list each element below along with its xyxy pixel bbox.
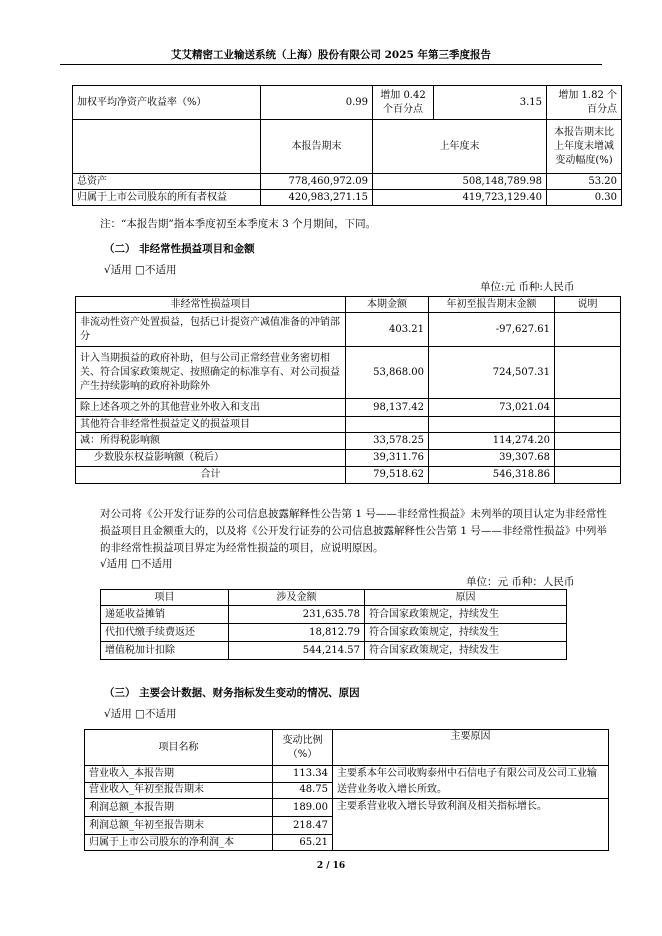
table-row: 除上述各项之外的其他营业外收入和支出 98,137.42 73,021.04 — [76, 399, 621, 417]
section2-unit2: 单位：元 币种：人民币 — [466, 576, 575, 588]
header-divider — [60, 64, 602, 65]
table-row: 利润总额_本报告期 189.00 主要系营业收入增长导致利润及相关指标增长。 — [85, 799, 609, 817]
section2-unit: 单位:元 币种:人民币 — [480, 281, 575, 293]
roe-change2: 增加 1.82 个百分点 — [547, 86, 622, 120]
table-row: 非流动性资产处置损益，包括已计提资产减值准备的冲销部分 403.21 -97,627.61 — [76, 313, 621, 347]
table-row: 营业收入_年初至报告期末 48.75 — [85, 782, 609, 799]
table-row: 代扣代缴手续费返还 18,812.79 符合国家政策规定，持续发生 — [101, 624, 567, 642]
roe-current: 0.99 — [261, 86, 373, 120]
table-row: 归属于上市公司股东的净利润_本 65.21 — [85, 835, 609, 851]
non-recurring-items-table — [75, 296, 621, 484]
col-change-header: 本报告期末比上年度末增减变动幅度(%) — [547, 120, 622, 174]
table-row: 递延收益摊销 231,635.78 符合国家政策规定，持续发生 — [101, 606, 567, 624]
table-row: 营业收入_本报告期 113.34 主要系本年公司收购泰州中石信电子有限公司及公司工业输送营业务收入增长所致。 — [85, 766, 609, 783]
table-header-row: 非经常性损益项目 本期金额 年初至报告期末金额 说明 — [76, 297, 621, 313]
roe-ytd: 3.15 — [434, 86, 547, 120]
table-row: 合计 79,518.62 546,318.86 — [76, 467, 621, 484]
section2-title: （二） 非经常性损益项目和金额 — [104, 243, 255, 255]
section3-applicable: √适用 □不适用 — [104, 708, 177, 720]
table-row: 减：所得税影响额 33,578.25 114,274.20 — [76, 433, 621, 450]
section2-applicable: √适用 □不适用 — [104, 264, 177, 276]
col-current-header: 本报告期末 — [261, 120, 373, 174]
financial-indicators-table — [72, 85, 622, 206]
non-recurring-explanation-table — [100, 589, 567, 660]
table-row: 少数股东权益影响额（税后） 39,311.76 39,307.68 — [76, 450, 621, 467]
page-header-title: 艾艾精密工业输送系统（上海）股份有限公司 2025 年第三季度报告 — [170, 49, 492, 61]
reason-revenue: 主要系本年公司收购泰州中石信电子有限公司及公司工业输送营业务收入增长所致。 — [333, 766, 609, 799]
table-note: 注：“本报告期”指本季度初至本季度末 3 个月期间，下同。 — [100, 218, 377, 230]
table-header-row — [73, 120, 622, 174]
table-row: 归属于上市公司股东的所有者权益 420,983,271.15 419,723,129.40 0.30 — [73, 190, 622, 206]
table-row: 计入当期损益的政府补助，但与公司正常经营业务密切相关、符合国家政策规定、按照确定的标准享有、对公司损益产生持续影响的政府补助除外 53,868.00 724,507.31 — [76, 347, 621, 399]
changes-table — [84, 729, 609, 851]
table-row — [73, 86, 622, 120]
page-number: 2 / 16 — [316, 861, 346, 871]
section3-title: （三） 主要会计数据、财务指标发生变动的情况、原因 — [104, 687, 360, 699]
roe-label: 加权平均净资产收益率（%） — [73, 86, 261, 120]
table-row: 总资产 778,460,972.09 508,148,789.98 53.20 — [73, 174, 622, 190]
table-header-row: 项目 涉及金额 原因 — [101, 590, 567, 606]
section2-paragraph: 对公司将《公开发行证券的公司信息披露解释性公告第 1 号——非经常性损益》未列举的项目认定为非经常性损益项目且金额重大的，以及将《公开发行证券的公司信息披露解释性公告第 1 号——非经常性损益》中列举的非经常性损益项目界定为经常性损益的项目，应说明原因。 — [100, 508, 607, 554]
col-last-header: 上年度末 — [373, 120, 547, 174]
table-row: 其他符合非经常性损益定义的损益项目 — [76, 417, 621, 433]
table-row: 增值税加计扣除 544,214.57 符合国家政策规定，持续发生 — [101, 642, 567, 660]
table-header-row: 项目名称 变动比例（%） 主要原因 — [85, 730, 609, 766]
section2-applicable2: √适用 □不适用 — [100, 558, 173, 570]
reason-profit: 主要系营业收入增长导致利润及相关指标增长。 — [333, 799, 609, 851]
table-row: 利润总额_年初至报告期末 218.47 — [85, 817, 609, 835]
roe-change1: 增加 0.42 个百分点 — [373, 86, 434, 120]
